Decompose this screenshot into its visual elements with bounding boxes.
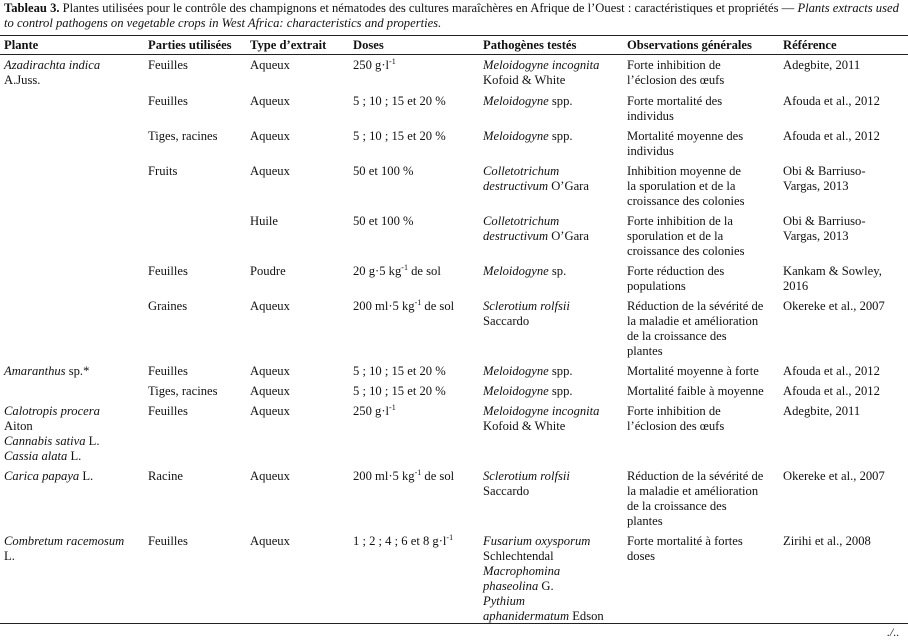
cell-parties: Tiges, racines <box>148 129 218 143</box>
cell-reference <box>783 469 885 484</box>
reference-line: Adegbite, 2011 <box>783 404 861 418</box>
cell-plante <box>4 469 93 484</box>
cell-plante <box>4 364 89 379</box>
observation-line: l’éclosion des œufs <box>627 73 725 87</box>
reference-line: Obi & Barriuso- <box>783 214 866 228</box>
cell-observations <box>627 534 743 564</box>
cell-pathogenes <box>483 469 570 499</box>
pathogene-line: phaseolina G. <box>483 579 554 593</box>
cell-observations <box>627 364 759 379</box>
pathogene-line: Saccardo <box>483 314 530 328</box>
cell-parties: Fruits <box>148 164 178 178</box>
pathogene-line: destructivum O’Gara <box>483 179 589 193</box>
caption-french: Plantes utilisées pour le contrôle des champignons et nématodes des cultures maraîchères en Afrique de l’Ouest : caractéristiques et propriétés — <box>59 1 798 15</box>
cell-parties: Graines <box>148 299 188 313</box>
cell-pathogenes <box>483 164 589 194</box>
observation-line: la sporulation et de la <box>627 179 736 193</box>
cell-doses: 1 ; 2 ; 4 ; 6 et 8 $g\cdot l^{-1}$ <box>353 532 454 548</box>
cell-observations <box>627 264 724 294</box>
observation-line: Forte mortalité des <box>627 94 723 108</box>
cell-doses: 5 ; 10 ; 15 et 20 % <box>353 384 446 398</box>
cell-type: Aqueux <box>250 534 290 548</box>
plante-line: L. <box>4 549 15 563</box>
cell-plante <box>4 404 100 464</box>
cell-reference <box>783 94 880 109</box>
cell-type: Poudre <box>250 264 286 278</box>
header-type: Type d’extrait <box>250 38 327 52</box>
cell-observations <box>627 384 764 399</box>
cell-parties: Tiges, racines <box>148 384 218 398</box>
cell-observations <box>627 58 724 88</box>
cell-observations <box>627 164 745 209</box>
observation-line: la maladie et amélioration <box>627 314 759 328</box>
pathogene-line: Meloidogyne spp. <box>483 364 573 378</box>
observation-line: sporulation et de la <box>627 229 724 243</box>
cell-parties: Feuilles <box>148 404 188 418</box>
cell-pathogenes <box>483 299 570 329</box>
reference-line: Afouda et al., 2012 <box>783 129 880 143</box>
observation-line: Réduction de la sévérité de <box>627 299 764 313</box>
cell-reference <box>783 299 885 314</box>
cell-doses: 250 $g\cdot l^{-1}$ <box>353 402 396 418</box>
header-reference: Référence <box>783 38 837 52</box>
pathogene-line: Macrophomina <box>483 564 561 578</box>
table-caption <box>4 1 904 31</box>
cell-doses: 50 et 100 % <box>353 214 414 228</box>
cell-reference <box>783 214 866 244</box>
observation-line: Forte inhibition de <box>627 58 721 72</box>
cell-type: Aqueux <box>250 364 290 378</box>
cell-doses: 5 ; 10 ; 15 et 20 % <box>353 129 446 143</box>
cell-reference <box>783 364 880 379</box>
table-bottom-rule <box>0 623 908 624</box>
cell-pathogenes <box>483 94 573 109</box>
pathogene-line: destructivum O’Gara <box>483 229 589 243</box>
reference-line: Adegbite, 2011 <box>783 58 861 72</box>
observation-line: Réduction de la sévérité de <box>627 469 764 483</box>
plante-line: Cassia alata L. <box>4 449 82 463</box>
observation-line: plantes <box>627 514 663 528</box>
pathogene-line: Schlechtendal <box>483 549 554 563</box>
plante-line: Azadirachta indica <box>4 58 101 72</box>
reference-line: 2016 <box>783 279 809 293</box>
plante-line: A.Juss. <box>4 73 41 87</box>
cell-type: Aqueux <box>250 299 290 313</box>
cell-doses: 20 g·5 $kg^{-1}$ de sol <box>353 262 441 278</box>
cell-parties: Feuilles <box>148 364 188 378</box>
cell-parties: Feuilles <box>148 264 188 278</box>
observation-line: Forte inhibition de la <box>627 214 733 228</box>
caption-english: Plants extracts used to control pathogens on vegetable crops in West Africa: characteristics and properties. <box>4 1 899 30</box>
plante-line: Aiton <box>4 419 33 433</box>
cell-reference <box>783 264 882 294</box>
reference-line: Okereke et al., 2007 <box>783 469 885 483</box>
pathogene-line: Meloidogyne spp. <box>483 129 573 143</box>
cell-plante <box>4 534 124 564</box>
pathogene-line: Colletotrichum <box>483 214 560 228</box>
cell-parties: Racine <box>148 469 183 483</box>
plante-line: Combretum racemosum <box>4 534 125 548</box>
reference-line: Afouda et al., 2012 <box>783 94 880 108</box>
reference-line: Okereke et al., 2007 <box>783 299 885 313</box>
pathogene-line: Meloidogyne spp. <box>483 384 573 398</box>
pathogene-line: Meloidogyne incognita <box>483 58 600 72</box>
cell-type: Huile <box>250 214 278 228</box>
cell-parties: Feuilles <box>148 94 188 108</box>
observation-line: individus <box>627 109 674 123</box>
plante-line: Carica papaya L. <box>4 469 94 483</box>
cell-pathogenes <box>483 129 573 144</box>
table-header-rule <box>0 54 908 55</box>
observation-line: de la croissance des <box>627 499 727 513</box>
cell-pathogenes <box>483 534 604 624</box>
plante-line: Amaranthus sp.* <box>4 364 90 378</box>
pathogene-line: Sclerotium rolfsii <box>483 469 570 483</box>
cell-observations <box>627 469 763 529</box>
continuation-mark: ./.. <box>887 625 900 639</box>
cell-pathogenes <box>483 264 566 279</box>
observation-line: Forte mortalité à fortes <box>627 534 743 548</box>
observation-line: croissance des colonies <box>627 244 745 258</box>
pathogene-line: Meloidogyne incognita <box>483 404 600 418</box>
reference-line: Zirihi et al., 2008 <box>783 534 871 548</box>
cell-type: Aqueux <box>250 94 290 108</box>
cell-observations <box>627 214 745 259</box>
cell-pathogenes <box>483 58 599 88</box>
table-top-rule <box>0 35 908 36</box>
observation-line: la maladie et amélioration <box>627 484 759 498</box>
observation-line: plantes <box>627 344 663 358</box>
observation-line: croissance des colonies <box>627 194 745 208</box>
cell-doses: 5 ; 10 ; 15 et 20 % <box>353 94 446 108</box>
pathogene-line: Fusarium oxysporum <box>483 534 591 548</box>
pathogene-line: Colletotrichum <box>483 164 560 178</box>
observation-line: Inhibition moyenne de <box>627 164 742 178</box>
plante-line: Calotropis procera <box>4 404 100 418</box>
pathogene-line: Meloidogyne spp. <box>483 94 573 108</box>
reference-line: Afouda et al., 2012 <box>783 364 880 378</box>
caption-label: Tableau 3. <box>4 1 60 15</box>
cell-reference <box>783 534 871 549</box>
cell-pathogenes <box>483 364 573 379</box>
cell-doses: 50 et 100 % <box>353 164 414 178</box>
header-plante: Plante <box>4 38 39 52</box>
cell-doses: 200 ml·5 $kg^{-1}$ de sol <box>353 467 455 483</box>
pathogene-line: Pythium <box>483 594 525 608</box>
header-parties: Parties utilisées <box>148 38 232 52</box>
cell-doses: 5 ; 10 ; 15 et 20 % <box>353 364 446 378</box>
cell-pathogenes <box>483 214 589 244</box>
pathogene-line: Saccardo <box>483 484 530 498</box>
cell-parties: Feuilles <box>148 58 188 72</box>
cell-plante <box>4 58 100 88</box>
cell-doses: 200 ml·5 $kg^{-1}$ de sol <box>353 297 455 313</box>
cell-type: Aqueux <box>250 129 290 143</box>
observation-line: Mortalité faible à moyenne <box>627 384 764 398</box>
cell-doses: 250 $g\cdot l^{-1}$ <box>353 56 396 72</box>
cell-type: Aqueux <box>250 164 290 178</box>
header-doses: Doses <box>353 38 384 52</box>
cell-observations <box>627 404 724 434</box>
reference-line: Vargas, 2013 <box>783 229 849 243</box>
cell-reference <box>783 384 880 399</box>
cell-observations <box>627 129 743 159</box>
observation-line: individus <box>627 144 674 158</box>
cell-observations <box>627 299 763 359</box>
pathogene-line: aphanidermatum Edson <box>483 609 604 623</box>
reference-line: Afouda et al., 2012 <box>783 384 880 398</box>
reference-line: Vargas, 2013 <box>783 179 849 193</box>
reference-line: Obi & Barriuso- <box>783 164 866 178</box>
cell-pathogenes <box>483 404 599 434</box>
cell-reference <box>783 404 860 419</box>
cell-pathogenes <box>483 384 573 399</box>
observation-line: Mortalité moyenne à forte <box>627 364 759 378</box>
observation-line: doses <box>627 549 655 563</box>
cell-parties: Feuilles <box>148 534 188 548</box>
observation-line: de la croissance des <box>627 329 727 343</box>
cell-reference <box>783 129 880 144</box>
cell-reference <box>783 58 860 73</box>
header-pathogenes: Pathogènes testés <box>483 38 577 52</box>
cell-observations <box>627 94 722 124</box>
plante-line: Cannabis sativa L. <box>4 434 100 448</box>
pathogene-line: Kofoid & White <box>483 419 566 433</box>
header-observations: Observations générales <box>627 38 752 52</box>
cell-type: Aqueux <box>250 58 290 72</box>
cell-reference <box>783 164 866 194</box>
pathogene-line: Sclerotium rolfsii <box>483 299 570 313</box>
cell-type: Aqueux <box>250 384 290 398</box>
reference-line: Kankam & Sowley, <box>783 264 882 278</box>
observation-line: l’éclosion des œufs <box>627 419 725 433</box>
observation-line: populations <box>627 279 686 293</box>
pathogene-line: Kofoid & White <box>483 73 566 87</box>
pathogene-line: Meloidogyne sp. <box>483 264 567 278</box>
cell-type: Aqueux <box>250 404 290 418</box>
observation-line: Mortalité moyenne des <box>627 129 744 143</box>
observation-line: Forte inhibition de <box>627 404 721 418</box>
observation-line: Forte réduction des <box>627 264 725 278</box>
cell-type: Aqueux <box>250 469 290 483</box>
